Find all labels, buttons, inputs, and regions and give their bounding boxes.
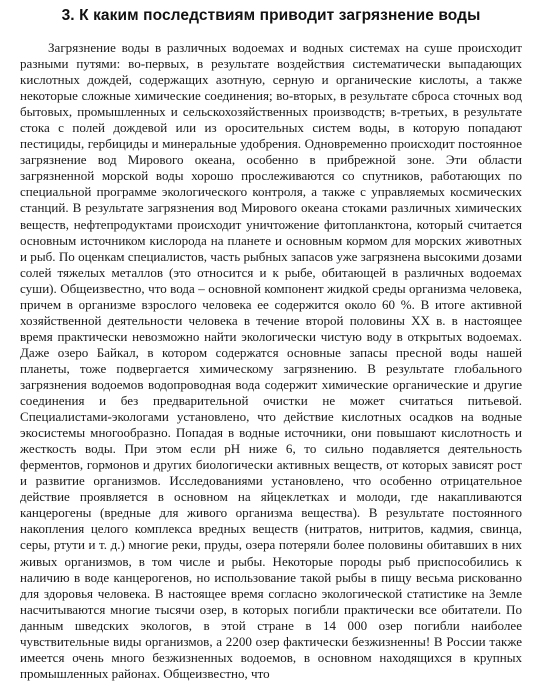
body-paragraph: Загрязнение воды в различных водоемах и водных системах на суше происходит разными путями: во-первых, в результате воздействия систематически выпадающих кислотных дождей, содержащих азотную, серную и органические кислоты, а также некоторые сложные химические соединения; во-вторых, в результате сброса сточных вод бытовых, промышленных и сельскохозяйственных производств; в-третьих, в результате стока с полей дождевой или из оросительных систем воды, в которую попадают пестициды, гербициды и минеральные удобрения. Одновременно происходит постоянное загрязнение вод Мирового океана, особенно в прибрежной зоне. Эти области загрязненной морской воды хорошо прослеживаются со спутников, работающих по специальной программе экологического контроля, а также с управляемых космических станций. В результате загрязнения вод Мирового океана стоками различных химических веществ, нефтепродуктами происходит уничтожение фитопланктона, который считается основным источником кислорода на планете и основным кормом для морских животных и рыб. По оценкам специалистов, часть рыбных запасов уже загрязнена высокими дозами солей тяжелых металлов (это относится и к рыбе, обитающей в различных водоемах суши). Общеизвестно, что вода – основной компонент жидкой среды организма человека, причем в организме взрослого человека ее содержится около 60 %. В итоге активной хозяйственной деятельности человека в течение второй половины XX в. в настоящее время практически невозможно найти экологически чистую воду в открытых водоемах. Даже озеро Байкал, в котором содержатся основные запасы пресной воды нашей планеты, тоже подвергается химическому загрязнению. В результате глобального загрязнения водоемов водопроводная вода содержит химические органические и другие соединения и без предварительной очистки не может считаться питьевой. Специалистами-экологами установлено, что действие кислотных осадков на водные экосистемы многообразно. Попадая в водные источники, они повышают кислотность и жесткость воды. При этом если pH ниже 6, то сильно подавляется деятельность ферментов, гормонов и других биологически активных веществ, от которых зависят рост и развитие организмов. Исследованиями установлено, что особенно отрицательное действие проявляется в основном на яйцеклетках и молоди, где накапливаются канцерогены (вредные для живого организма вещества). В результате постоянного накопления целого комплекса вредных веществ (нитратов, нитритов, кадмия, свинца, серы, ртути и т. д.) многие реки, пруды, озера потеряли более половины обитавших в них живых организмов, в том числе и рыбы. Некоторые породы рыб приспособились к наличию в воде канцерогенов, но использование такой рыбы в пищу весьма рискованно для здоровья человека. В настоящее время согласно экологической статистике на Земле насчитываются многие тысячи озер, в которых погибли практически все обитатели. По данным шведских экологов, в этой стране в 14 000 озер погибли наиболее чувствительные виды организмов, а 2200 озер фактически безжизненны! В России также имеется очень много безжизненных водоемов, в основном находящихся в крупных промышленных районах. Общеизвестно, что <box>20 40 522 681</box>
page-title: 3. К каким последствиям приводит загрязнение воды <box>61 7 481 24</box>
